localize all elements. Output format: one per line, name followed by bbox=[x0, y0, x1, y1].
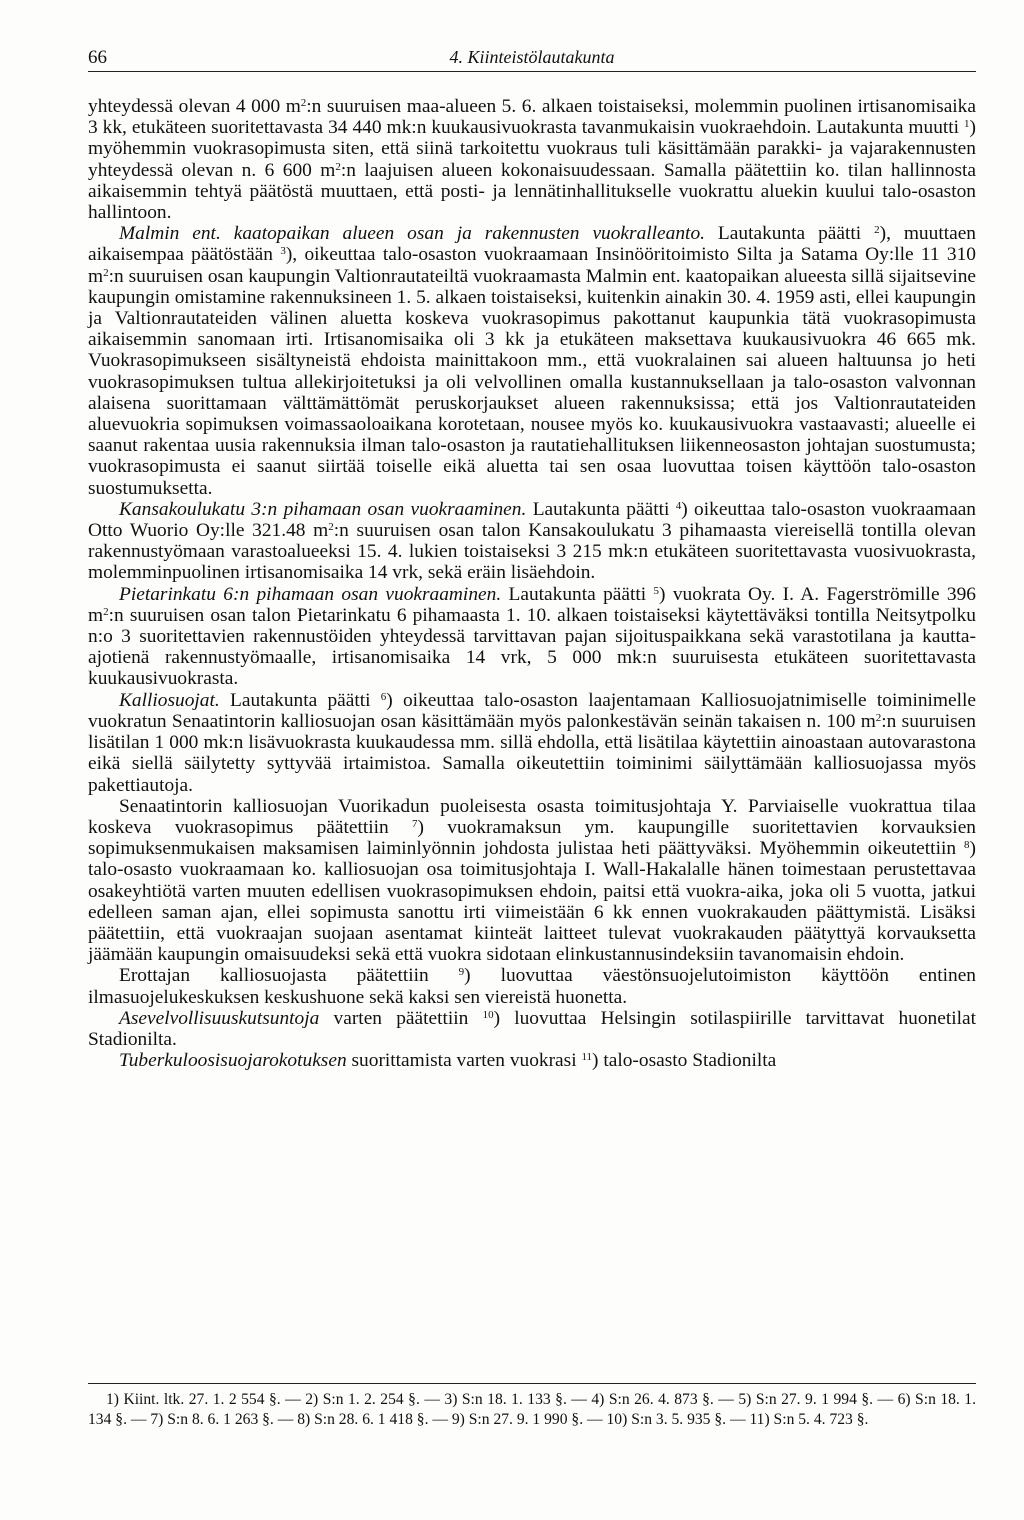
footnote-ref: 4 bbox=[675, 499, 682, 512]
footnote-ref: 2 bbox=[335, 160, 341, 173]
section-heading: Pietarinkatu 6:n pihamaan osan vuokraaminen. bbox=[119, 583, 502, 605]
text-run: ) vuokrata Oy. I. A. Fagerströmille 396 m bbox=[88, 583, 976, 626]
footnote-ref: 7 bbox=[412, 817, 418, 830]
section-heading: Asevelvollisuuskutsuntoja bbox=[119, 1007, 320, 1029]
footnote-ref: 8 bbox=[964, 839, 970, 852]
paragraph bbox=[88, 1050, 976, 1071]
footnote-ref: 2 bbox=[875, 711, 882, 724]
text-run: ) vuokramaksun ym. kaupungille suoritettavien korvauksien sopimuksenmukaisen maksamisen laiminlyönnin johdosta julistaa heti päättyväksi. Myöhemmin oikeutettiin bbox=[88, 816, 976, 860]
text-run: ), muuttaen aikaisempaa päätöstään bbox=[88, 223, 977, 266]
text-run: yhteydessä olevan 4 000 m bbox=[88, 96, 301, 117]
footnote-ref: 2 bbox=[103, 605, 109, 618]
section-heading: Kalliosuojat. bbox=[119, 689, 220, 711]
text-run: :n suuruisen osan talon Pietarinkatu 6 pihamaasta 1. 10. alkaen toistaiseksi käytettäväksi tontilla Neitsytpolku n:o 3 suoritettavien rakennustöiden yhteydessä tarvittavan pajan sijoituspaikkana sekä varastotilana ja kautta-ajotienä rakennustyömaalle, irtisanomisaika 14 vrk, 5 000 mk:n suuruisesta etukäteen suoritettavasta kuukausivuokrasta. bbox=[88, 604, 976, 690]
footnote-ref: 2 bbox=[874, 224, 880, 237]
text-run: Senaatintorin kalliosuojan Vuorikadun puoleisesta osasta toimitusjohtaja Y. Parviaiselle vuokrattua tilaa koskeva vuokrasopimus päätettiin bbox=[88, 795, 976, 838]
footnote-ref: 10 bbox=[482, 1008, 494, 1021]
paragraph bbox=[88, 499, 976, 584]
footnote-ref: 2 bbox=[103, 266, 109, 279]
text-run: Lautakunta päätti bbox=[219, 689, 381, 711]
paragraph bbox=[88, 965, 976, 1007]
text-run: Lautakunta päätti bbox=[526, 498, 676, 520]
footnote-ref: 3 bbox=[280, 245, 286, 258]
paragraph bbox=[88, 796, 976, 966]
text-run: ) luovuttaa väestönsuojelutoimiston käyttöön entinen ilmasuojelukeskuksen keskushuone sekä kaksi sen viereistä huonetta. bbox=[88, 965, 976, 1008]
footnote-ref: 1 bbox=[964, 118, 970, 131]
text-run: :n suuruisen lisätilan 1 000 mk:n lisävuokrasta kuukaudessa mm. sillä ehdolla, että lisätilaa käytettiin ainoastaan autovarastona eikä siellä säilytetty syttyvää irtaimistoa. Samalla oikeutettiin toiminimi säilyttämään kalliosuojassa myös pakettiautoja. bbox=[88, 710, 976, 796]
text-run: Lautakunta päätti bbox=[705, 223, 875, 245]
paragraph bbox=[88, 96, 976, 223]
text-run: varten päätettiin bbox=[319, 1007, 483, 1029]
footnotes-text: 1) Kiint. ltk. 27. 1. 2 554 §. — 2) S:n 1. 2. 254 §. — 3) S:n 18. 1. 133 §. — 4) S:n 26. 4. 873 §. — 5) S:n 27. 9. 1 994 §. — 6) S:n 18. 1. 134 §. — 7) S:n 8. 6. 1 263 §. — 8) S:n 28. 6. 1 418 §. — 9) S:n 27. 9. 1 990 §. — 10) S:n 3. 5. 935 §. — 11) S:n 5. 4. 723 §. bbox=[88, 1391, 976, 1428]
footnotes-section bbox=[88, 1383, 976, 1430]
text-run: :n suuruisen osan talon Kansakoulukatu 3 pihamaasta viereisellä tontilla olevan rakennustyömaan varastoalueeksi 15. 4. lukien toistaiseksi 3 215 mk:n etukäteen suoritettavasta vuosivuokrasta, molemminpuolinen irtisanomisaika 14 vrk, sekä eräin lisäehdoin. bbox=[88, 520, 977, 584]
section-heading: Malmin ent. kaatopaikan alueen osan ja rakennusten vuokralleanto. bbox=[119, 223, 705, 245]
footnote-ref: 5 bbox=[653, 584, 660, 597]
text-run: ) oikeuttaa talo-osaston vuokraamaan Otto Wuorio Oy:lle 321.48 m bbox=[88, 498, 976, 542]
text-run: ), oikeuttaa talo-osaston vuokraamaan Insinööritoimisto Silta ja Satama Oy:lle 11 310 m bbox=[88, 244, 976, 287]
text-run: :n suuruisen maa-alueen 5. 6. alkaen toistaiseksi, molemmin puolinen irtisanomisaika 3 kk, etukäteen suoritettavasta 34 440 mk:n kuukausivuokrasta tavanmukaisin vuokraehdoin. Lautakunta muutti bbox=[88, 96, 976, 139]
section-heading: Kansakoulukatu 3:n pihamaan osan vuokraaminen. bbox=[119, 498, 527, 520]
text-run: ) oikeuttaa talo-osaston laajentamaan Kalliosuojatnimiselle toiminimelle vuokratun Senaatintorin kalliosuojan osan käsittämään myös palonkestävän seinän takaisen n. 100 m bbox=[88, 689, 976, 732]
text-run: ) talo-osasto Stadionilta bbox=[592, 1050, 777, 1072]
text-run: :n laajuisen alueen kokonaisuudessaan. Samalla päätettiin ko. tilan hallinnosta aikaisemmin tehtyä päätöstä muuttaen, että posti- ja lennätinhallitukselle vuokrattu aluekin kuului talo-osaston hallintoon. bbox=[88, 159, 976, 224]
text-run: ) myöhemmin vuokrasopimusta siten, että siinä tarkoitettu vuokraus tuli käsittämään parakki- ja vajarakennusten yhteydessä olevan n. 6 600 m bbox=[88, 117, 976, 181]
footnote-ref: 2 bbox=[328, 521, 334, 534]
paragraph bbox=[88, 223, 976, 499]
paragraph bbox=[88, 1008, 976, 1050]
text-run: ) talo-osasto vuokraamaan ko. kalliosuojan osa toimitusjohtaja I. Wall-Hakalalle hänen toimestaan perustettavaa osakeyhtiötä varten muuten edellisen vuokrasopimuksen ehdoin, paitsi että vuokra-aika, joka oli 5 vuotta, jatkui edelleen saman ajan, ellei sopimusta sanottu irti viimeistään 6 kk ennen vuokrakauden päättymistä. Lisäksi päätettiin, että vuokraajan suojaan asentamat kiinteät laitteet tulevat vuokrakauden päätyttyä korvauksetta jäämään kaupungin omaisuudeksi sekä että vuokra sidotaan elinkustannusindeksiin tavanomaisin ehdoin. bbox=[88, 838, 976, 966]
footnote-ref: 11 bbox=[581, 1051, 593, 1064]
footnote-ref: 9 bbox=[458, 966, 465, 979]
text-run: Erottajan kalliosuojasta päätettiin bbox=[119, 965, 459, 987]
section-heading: Tuberkuloosisuojarokotuksen bbox=[119, 1050, 347, 1072]
text-run: suorittamista varten vuokrasi bbox=[346, 1050, 582, 1072]
body-text bbox=[88, 96, 976, 1071]
paragraph bbox=[88, 584, 976, 690]
page-header bbox=[88, 47, 976, 72]
page-number: 66 bbox=[88, 47, 107, 68]
footnote-ref: 2 bbox=[300, 97, 307, 109]
paragraph bbox=[88, 690, 976, 796]
text-run: ) luovuttaa Helsingin sotilaspiirille tarvittavat huonetilat Stadionilta. bbox=[88, 1007, 977, 1050]
text-run: Lautakunta päätti bbox=[501, 583, 654, 605]
footnote-ref: 6 bbox=[380, 690, 387, 703]
text-run: :n suuruisen osan kaupungin Valtionrautateiltä vuokraamasta Malmin ent. kaatopaikan alueesta sillä sijaitsevine kaupungin omistamine rakennuksineen 1. 5. alkaen toistaiseksi, kuitenkin ainakin 30. 4. 1959 asti, ellei kaupungin ja Valtionrautateiden välinen aluetta koskeva vuokrasopimus pakottanut kaupunkia tätä vuokrasopimusta aikaisemmin sanomaan irti. Irtisanomisaika oli 3 kk ja etukäteen maksettava kuukausivuokra 46 665 mk. Vuokrasopimukseen sisältyneistä ehdoista mainittakoon mm., että vuokralainen sai alueen haltuunsa jo heti vuokrasopimuksen tultua allekirjoitetuksi ja oli velvollinen omalla kustannuksellaan ja talo-osaston valvonnan alaisena suorittamaan välttämättömät peruskorjaukset alueen rakennuksissa; että jos Valtionrautateiden aluevuokria sopimuksen voimassaoloaikana korotetaan, nousee myös ko. kuukausivuokra vastaavasti; alueelle ei saanut rakentaa uusia rakennuksia ilman talo-osaston ja rautatiehallituksen liikenneosaston johtajan suostumusta; vuokrasopimusta ei saanut siirtää toiselle eikä aluetta tai sen osaa luovuttaa toisen käyttöön talo-osaston suostumuksetta. bbox=[88, 265, 976, 499]
running-title: 4. Kiinteistölautakunta bbox=[449, 47, 615, 67]
